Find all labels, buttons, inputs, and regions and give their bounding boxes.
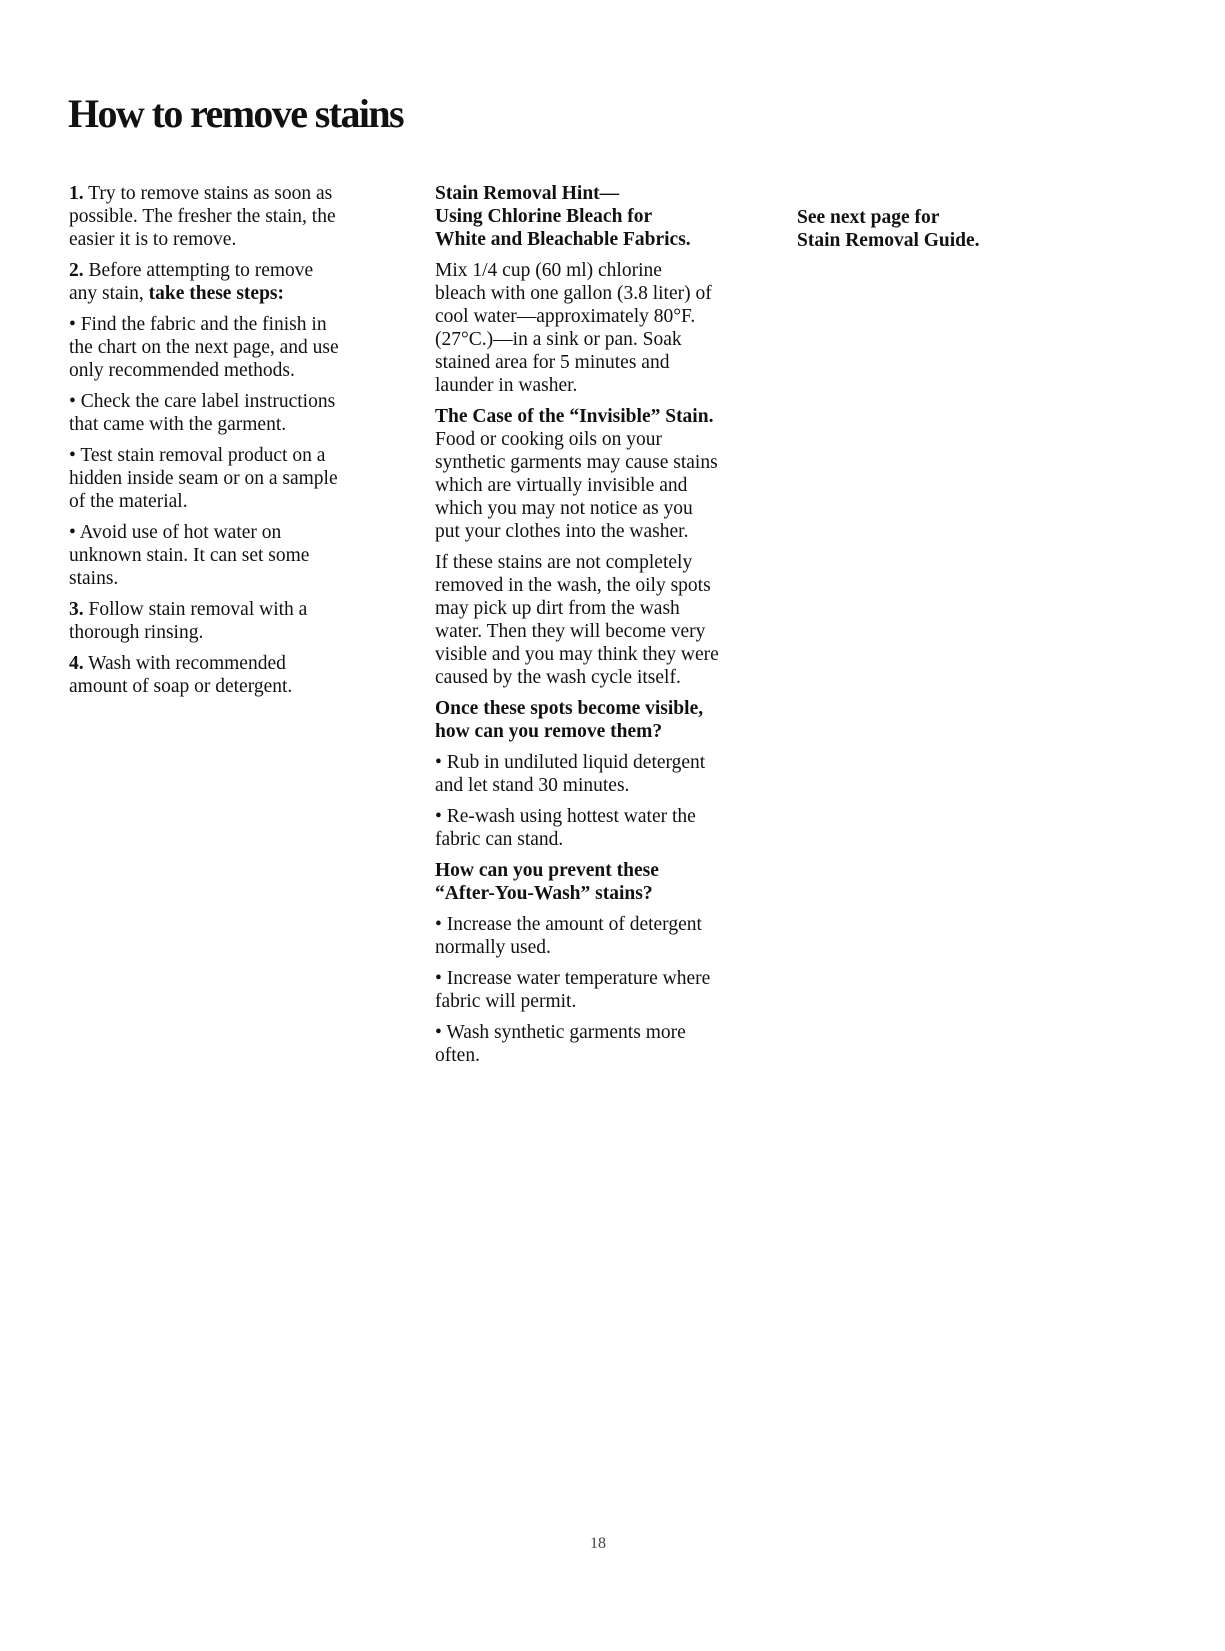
invisible-body-line: removed in the wash, the oily spots (435, 575, 711, 596)
bullet-line: hidden inside seam or on a sample (69, 468, 338, 489)
bullet-line: often. (435, 1045, 480, 1066)
bullet-line: unknown stain. It can set some (69, 545, 310, 566)
step-2-line: Before attempting to remove (88, 260, 314, 281)
invisible-body-line: Food or cooking oils on your (435, 429, 662, 450)
step-3 (69, 598, 389, 644)
step-2 (69, 259, 389, 305)
prevent-stains-heading (435, 859, 775, 905)
bullet-line: • Avoid use of hot water on (69, 522, 282, 543)
bullet-line: • Increase water temperature where (435, 968, 711, 989)
invisible-stain-heading: The Case of the “Invisible” Stain. (435, 406, 714, 427)
invisible-body-line: put your clothes into the washer. (435, 521, 689, 542)
invisible-body-line: water. Then they will become very (435, 621, 706, 642)
right-column-note (797, 206, 1057, 252)
left-column (69, 182, 389, 706)
visible-heading-line: how can you remove them? (435, 721, 663, 742)
see-next-page-line: See next page for (797, 207, 940, 228)
bullet-line: • Rub in undiluted liquid detergent (435, 752, 706, 773)
bullet-item (69, 390, 389, 436)
bullet-line: • Test stain removal product on a (69, 445, 326, 466)
stain-guide-line: Stain Removal Guide. (797, 230, 980, 251)
bullet-item (435, 751, 775, 797)
bullet-item (435, 913, 775, 959)
hint-body (435, 259, 775, 397)
invisible-body-line: which are virtually invisible and (435, 475, 688, 496)
bullet-line: • Check the care label instructions (69, 391, 336, 412)
step-3-number: 3. (69, 599, 84, 620)
page-number: 18 (590, 1535, 606, 1552)
bullet-item (69, 444, 389, 513)
step-4-number: 4. (69, 653, 84, 674)
bullet-line: • Find the fabric and the finish in (69, 314, 327, 335)
visible-heading-line: Once these spots become visible, (435, 698, 704, 719)
bullet-line: the chart on the next page, and use (69, 337, 339, 358)
step-2-line: any stain, (69, 283, 149, 304)
invisible-body-line: caused by the wash cycle itself. (435, 667, 681, 688)
hint-body-line: cool water—approximately 80°F. (435, 306, 696, 327)
invisible-body-line: synthetic garments may cause stains (435, 452, 718, 473)
invisible-body-line: If these stains are not completely (435, 552, 693, 573)
hint-body-line: (27°C.)—in a sink or pan. Soak (435, 329, 682, 350)
hint-body-line: bleach with one gallon (3.8 liter) of (435, 283, 712, 304)
hint-body-line: launder in washer. (435, 375, 578, 396)
bullet-item (69, 313, 389, 382)
step-3-line: thorough rinsing. (69, 622, 204, 643)
bullet-line: fabric can stand. (435, 829, 564, 850)
hint-heading-line: Using Chlorine Bleach for (435, 206, 653, 227)
bullet-line: that came with the garment. (69, 414, 287, 435)
bullet-line: of the material. (69, 491, 188, 512)
bullet-line: • Wash synthetic garments more (435, 1022, 686, 1043)
invisible-body-line: visible and you may think they were (435, 644, 719, 665)
invisible-body-line: may pick up dirt from the wash (435, 598, 680, 619)
visible-spots-heading (435, 697, 775, 743)
prevent-heading-line: How can you prevent these (435, 860, 659, 881)
hint-heading-line: White and Bleachable Fabrics. (435, 229, 691, 250)
invisible-stain-body-2 (435, 551, 775, 689)
bullet-item (435, 805, 775, 851)
bullet-line: only recommended methods. (69, 360, 295, 381)
step-4-line: amount of soap or detergent. (69, 676, 293, 697)
step-1 (69, 182, 389, 251)
step-2-emphasis: take these steps: (148, 283, 285, 304)
bullet-line: • Re-wash using hottest water the (435, 806, 696, 827)
bullet-item (69, 521, 389, 590)
hint-body-line: Mix 1/4 cup (60 ml) chlorine (435, 260, 662, 281)
invisible-stain-body (435, 428, 775, 543)
prevent-heading-line: “After-You-Wash” stains? (435, 883, 653, 904)
bullet-item (435, 967, 775, 1013)
hint-heading (435, 182, 775, 251)
bullet-item (435, 1021, 775, 1067)
step-1-line: Try to remove stains as soon as (88, 183, 333, 204)
bullet-line: and let stand 30 minutes. (435, 775, 630, 796)
step-2-number: 2. (69, 260, 84, 281)
step-3-line: Follow stain removal with a (88, 599, 308, 620)
bullet-line: stains. (69, 568, 119, 589)
hint-body-line: stained area for 5 minutes and (435, 352, 670, 373)
middle-column (435, 182, 775, 1075)
step-1-line: easier it is to remove. (69, 229, 237, 250)
bullet-line: normally used. (435, 937, 551, 958)
hint-heading-line: Stain Removal Hint— (435, 183, 620, 204)
invisible-body-line: which you may not notice as you (435, 498, 693, 519)
bullet-line: fabric will permit. (435, 991, 577, 1012)
page-title: How to remove stains (68, 91, 403, 136)
step-1-number: 1. (69, 183, 84, 204)
bullet-line: • Increase the amount of detergent (435, 914, 702, 935)
step-4-line: Wash with recommended (88, 653, 286, 674)
step-1-line: possible. The fresher the stain, the (69, 206, 336, 227)
step-4 (69, 652, 389, 698)
